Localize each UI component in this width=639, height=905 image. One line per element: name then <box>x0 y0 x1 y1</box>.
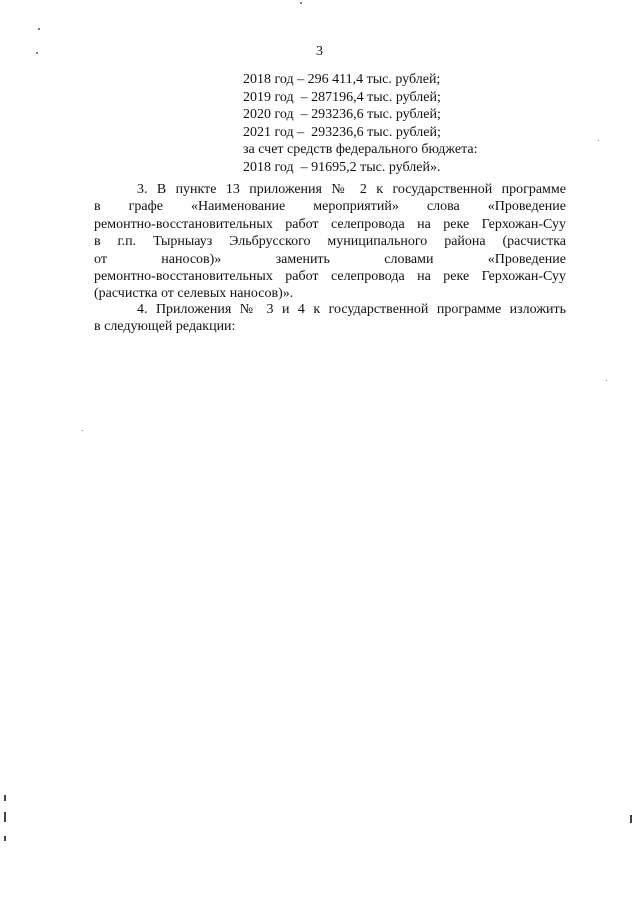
budget-line: 2018 год – 296 411,4 тыс. рублей; <box>243 72 441 87</box>
scan-speck <box>36 52 38 54</box>
scan-speck <box>300 2 302 4</box>
scan-speck <box>38 28 40 30</box>
paragraph-line: (расчистка от селевых наносов)». <box>94 286 294 302</box>
paragraph-line: от наносов)» заменить словами «Проведение <box>94 251 566 267</box>
page-number: 3 <box>316 44 323 59</box>
scan-edge-mark <box>4 812 6 822</box>
scan-speck <box>598 140 599 141</box>
budget-line: за счет средств федерального бюджета: <box>243 142 478 158</box>
paragraph-line: в графе «Наименование мероприятий» слова «Проведение <box>94 199 566 215</box>
paragraph-line: 3. В пункте 13 приложения № 2 к государственной программе <box>137 182 566 197</box>
scan-speck <box>606 380 607 381</box>
paragraph-line: ремонтно-восстановительных работ селепровода на реке Герхожан-Суу <box>94 269 566 285</box>
budget-line: 2018 год – 91695,2 тыс. рублей». <box>243 159 441 175</box>
budget-figures-block <box>243 71 477 177</box>
paragraph-line: ремонтно-восстановительных работ селепровода на реке Герхожан-Суу <box>94 216 566 232</box>
paragraph-4 <box>94 301 566 336</box>
scan-speck <box>82 430 83 431</box>
paragraph-line: в г.п. Тырныауз Эльбрусского муниципального района (расчистка <box>94 234 566 250</box>
budget-line: 2020 год – 293236,6 тыс. рублей; <box>243 107 441 123</box>
paragraph-3 <box>94 181 566 303</box>
scan-edge-mark <box>4 836 6 841</box>
paragraph-line: 4. Приложения № 3 и 4 к государственной программе изложить <box>137 302 566 317</box>
budget-line: 2019 год – 287196,4 тыс. рублей; <box>243 89 441 105</box>
paragraph-line: в следующей редакции: <box>94 319 236 335</box>
scan-edge-mark <box>4 795 6 801</box>
scan-edge-mark <box>630 815 632 823</box>
budget-line: 2021 год – 293236,6 тыс. рублей; <box>243 124 441 140</box>
